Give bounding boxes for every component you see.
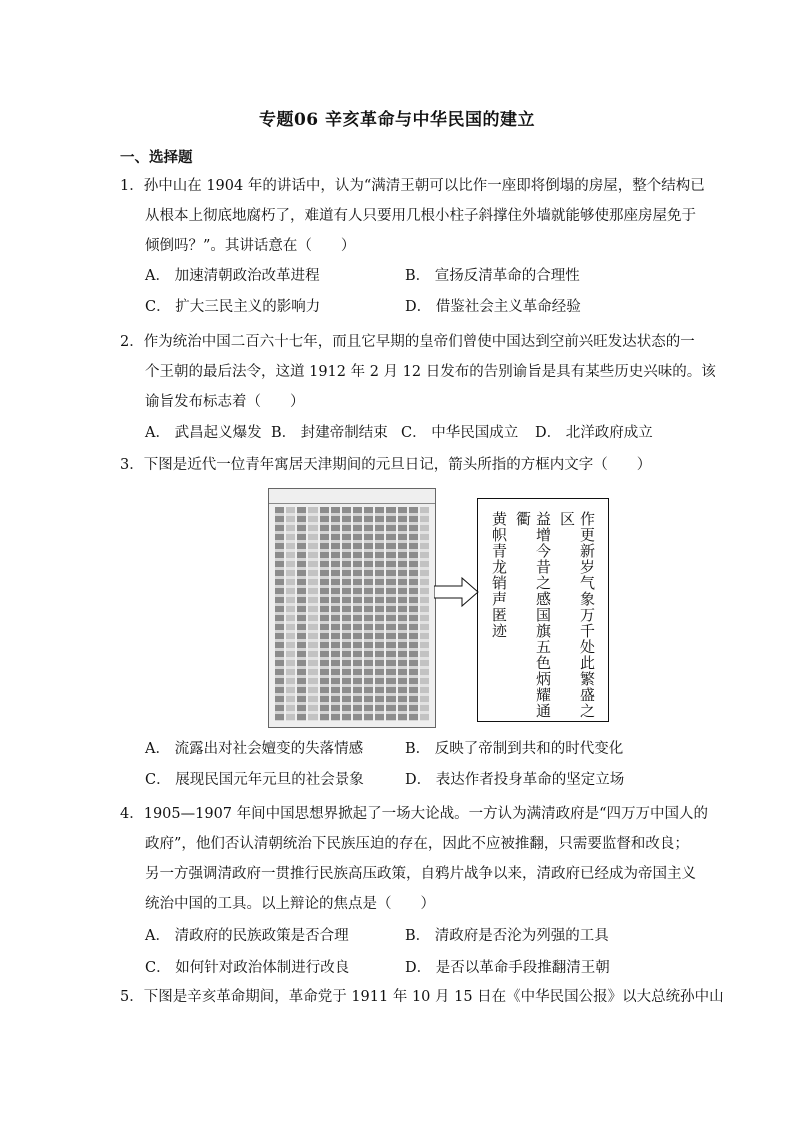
option-d[interactable]: D． 借鉴社会主义革命经验 [405,299,581,315]
option-d[interactable]: D． 北洋政府成立 [535,425,653,441]
question-2 [120,327,716,417]
diary-text-column: 作更新岁气象万千处此繁盛之区 [558,511,596,719]
section-heading: 一、选择题 [120,149,193,166]
option-a[interactable]: A． 武昌起义爆发 [145,425,262,441]
option-b[interactable]: B． 宣扬反清革命的合理性 [405,268,580,284]
option-b[interactable]: B． 封建帝制结束 [271,425,388,441]
option-d[interactable]: D． 表达作者投身革命的坚定立场 [405,772,625,788]
option-a[interactable]: A． 加速清朝政治改革进程 [145,268,320,284]
option-c[interactable]: C． 如何针对政治体制进行改良 [145,960,350,976]
option-d[interactable]: D． 是否以革命手段推翻清王朝 [405,960,610,976]
option-b[interactable]: B． 清政府是否沦为列强的工具 [405,928,609,944]
question-4-line: 4．1905—1907 年间中国思想界掀起了一场大论战。一方认为满清政府是“四万万中国人的 [120,806,709,822]
question-1-line: 1．孙中山在 1904 年的讲话中，认为“满清王朝可以比作一座即将倒塌的房屋，整个结构已 [120,178,705,194]
option-b[interactable]: B． 反映了帝制到共和的时代变化 [405,741,624,757]
question-4-line: 政府”，他们否认清朝统治下民族压迫的存在，因此不应被推翻，只需要监督和改良； [145,836,689,852]
question-5-line: 5．下图是辛亥革命期间，革命党于 1911 年 10 月 15 日在《中华民国公报》以大总统孙中山 [120,989,724,1005]
question-5 [120,982,724,1012]
diary-scan-header [269,489,435,504]
question-2-line: 个王朝的最后法令，这道 1912 年 2 月 12 日发布的告别谕旨是具有某些历史兴味的。该 [145,364,716,380]
option-c[interactable]: C． 展现民国元年元旦的社会景象 [145,772,364,788]
page-title: 专题06 辛亥革命与中华民国的建立 [258,110,536,130]
option-c[interactable]: C． 中华民国成立 [401,425,519,441]
question-2-line: 谕旨发布标志着（ ） [145,394,305,410]
question-1 [120,171,705,261]
diary-text-column: 黄帜青龙销声匿迹 [490,511,508,639]
question-2-line: 2．作为统治中国二百六十七年，而且它早期的皇帝们曾使中国达到空前兴旺发达状态的一 [120,334,695,350]
diary-text-box [477,498,609,722]
option-a[interactable]: A． 清政府的民族政策是否合理 [145,928,349,944]
diary-scan-image [268,488,436,728]
question-3 [120,450,680,480]
question-4 [120,799,709,919]
question-4-line: 统治中国的工具。以上辩论的焦点是（ ） [145,896,435,912]
question-4-line: 另一方强调清政府一贯推行民族高压政策，自鸦片战争以来，清政府已经成为帝国主义 [145,866,696,882]
question-3-line: 3．下图是近代一位青年寓居天津期间的元旦日记，箭头所指的方框内文字（ ） [120,457,652,473]
option-c[interactable]: C． 扩大三民主义的影响力 [145,299,321,315]
diary-scan-columns [275,507,429,721]
diary-text-column: 益增今昔之感国旗五色炳耀通衢 [514,511,552,719]
diary-figure [268,488,678,728]
question-1-line: 从根本上彻底地腐朽了，难道有人只要用几根小柱子斜撑住外墙就能够使那座房屋免于 [145,208,696,224]
option-a[interactable]: A． 流露出对社会嬗变的失落情感 [145,741,364,757]
question-1-line: 倾倒吗？”。其讲话意在（ ） [145,238,356,254]
